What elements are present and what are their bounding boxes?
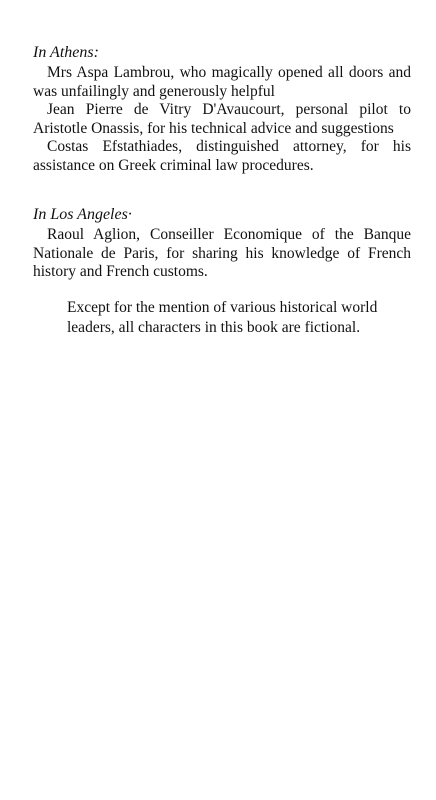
acknowledgement-entry: Mrs Aspa Lambrou, who magically opened all doors and was unfailingly and generously helpful (33, 64, 411, 100)
acknowledgement-entry: Jean Pierre de Vitry D'Avaucourt, personal pilot to Aristotle Onassis, for his technical advice and suggestions (33, 101, 411, 137)
acknowledgement-entry: Costas Efstathiades, distinguished attorney, for his assistance on Greek criminal law procedures. (33, 138, 411, 174)
acknowledgements-los-angeles (33, 205, 411, 282)
section-heading-los-angeles: In Los Angeles· (33, 206, 132, 223)
section-heading-athens: In Athens: (33, 44, 99, 61)
fiction-disclaimer: Except for the mention of various historical world leaders, all characters in this book are fictional. (67, 299, 378, 336)
acknowledgement-entry: Raoul Aglion, Conseiller Economique of the Banque Nationale de Paris, for sharing his knowledge of French history and French customs. (33, 226, 411, 281)
acknowledgements-athens (33, 43, 411, 176)
